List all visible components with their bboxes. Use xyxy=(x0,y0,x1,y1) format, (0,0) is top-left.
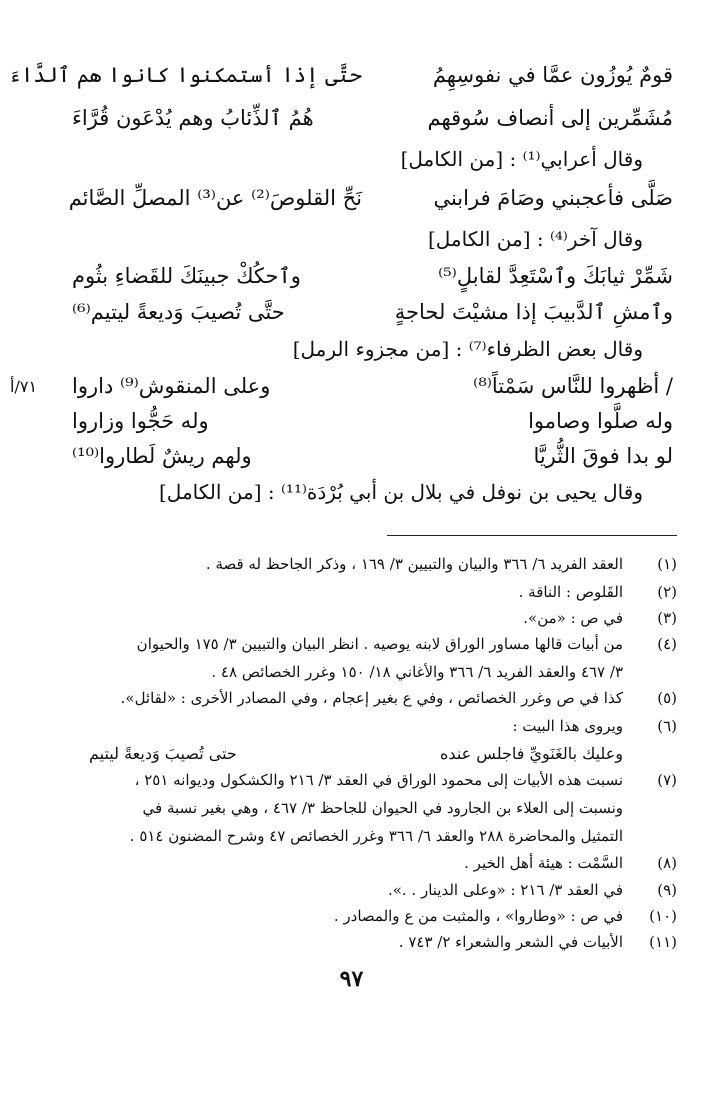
quoted-verse-first: وعليك بالغَنَويِّ فاجلس عنده xyxy=(440,744,623,763)
footnote-line: ويروى هذا البيت : xyxy=(512,717,623,735)
verse-line-4b: وٱحكُكْ جبينَكَ للقَضاءِ بثُوم xyxy=(72,264,301,288)
footnote-number: (٣) xyxy=(657,609,677,627)
footnote-number: (١٠) xyxy=(649,907,677,925)
footnote-6 xyxy=(19,712,677,768)
page-number: ٩٧ xyxy=(339,966,364,992)
footnote-number: (٢) xyxy=(657,583,677,601)
footnote-text: القَلوص : الناقة . xyxy=(518,583,623,601)
verse-line-5b: حتَّى تُصيبَ وَديعةً ليتيم⁽⁶⁾ xyxy=(72,300,285,324)
verse-line-5a: وٱمشِ ٱلدَّبيبَ إذا مشيْتَ لحاجةٍ xyxy=(394,300,673,324)
footnote-line: ٣/ ٤٦٧ والعقد الفريد ٦/ ٣٦٦ والأغاني ١٨/ ١٥٠ وغرر الخصائص ٤٨ . xyxy=(211,663,623,681)
intro-1: وقال أعرابي⁽¹⁾ : [من الكامل] xyxy=(400,147,643,171)
footnote-separator xyxy=(387,535,677,536)
footnote-text xyxy=(19,712,623,768)
footnote-number: (٨) xyxy=(657,854,677,872)
footnote-4 xyxy=(19,630,677,686)
footnote-7 xyxy=(19,766,677,850)
verse-line-2b: هُمُ ٱلذِّئابُ وهم يُدْعَون قُرَّاءَ xyxy=(72,106,314,130)
footnote-text: العقد الفريد ٦/ ٣٦٦ والبيان والتبيين ٣/ ١٦٩ ، وذكر الجاحظ له قصة . xyxy=(205,555,623,573)
intro-3: وقال بعض الظرفاء⁽⁷⁾ : [من مجزوء الرمل] xyxy=(292,337,643,361)
folio-marker: ٧١/أ xyxy=(10,377,38,396)
verse-line-1a: قومٌ يُوزُون عمَّا في نفوسِهِمُ xyxy=(432,63,673,87)
footnote-number: (٥) xyxy=(657,689,677,707)
footnote-text: السَّمْت : هيئة أهل الخير . xyxy=(464,854,623,872)
verse-line-1b: حتَّى إذا أستمكنوا كانوا هم ٱلدَّاءَ xyxy=(8,63,362,87)
footnote-line: التمثيل والمحاضرة ٢٨٨ والعقد ٦/ ٣٦٦ وغرر الخصائص ٤٧ وشرح المضنون ٥١٤ . xyxy=(129,827,623,845)
footnote-number: (٩) xyxy=(657,881,677,899)
footnote-text: كذا في ص وغرر الخصائص ، وفي ع بغير إعجام ، وفي المصادر الأخرى : «لقائل». xyxy=(120,689,623,707)
verse-line-4a: شَمِّرْ ثيابَكَ وٱسْتَعِدَّ لقابلٍ⁽⁵⁾ xyxy=(438,264,673,288)
verse-line-7b: وله حَجُّوا وزاروا xyxy=(72,409,209,433)
quoted-verse-second: حتى تُصيبَ وَديعةً ليتيم xyxy=(89,744,237,763)
footnote-number: (١١) xyxy=(649,933,677,951)
verse-line-6a: / أظهروا للنَّاس سَمْتاً⁽⁸⁾ xyxy=(473,374,673,398)
footnote-text xyxy=(19,630,623,686)
footnote-text: في العقد ٣/ ٢١٦ : «وعلى الدينار . .». xyxy=(387,881,623,899)
footnote-text: الأبيات في الشعر والشعراء ٢/ ٧٤٣ . xyxy=(398,933,623,951)
verse-line-2a: مُشَمِّرين إلى أنصاف سُوقهم xyxy=(427,106,673,130)
verse-line-8a: لو بدا فوقَ الثُّريَّا xyxy=(533,444,673,468)
footnote-text: في ص : «من». xyxy=(523,609,623,627)
intro-4: وقال يحيى بن نوفل في بلال بن أبي بُرْدَة⁽¹¹⁾ : [من الكامل] xyxy=(159,480,643,504)
footnote-quoted-verse xyxy=(19,740,623,768)
footnote-line: ونسبت إلى العلاء بن الجارود في الحيوان للجاحظ ٣/ ٤٦٧ ، وهي بغير نسبة في xyxy=(142,799,623,817)
footnote-number: (٦) xyxy=(657,717,677,735)
footnote-text xyxy=(19,766,623,850)
verse-line-7a: وله صلَّوا وصاموا xyxy=(528,409,673,433)
footnote-number: (٤) xyxy=(657,635,677,653)
footnote-number: (١) xyxy=(657,555,677,573)
footnote-number: (٧) xyxy=(657,771,677,789)
footnote-text: في ص : «وطاروا» ، والمثبت من ع والمصادر . xyxy=(333,907,623,925)
verse-line-3b: نَحِّ القلوصَ⁽²⁾ عن⁽³⁾ المصلِّ الصَّائم xyxy=(68,186,362,210)
verse-line-8b: ولهم ريشٌ لَطاروا⁽¹⁰⁾ xyxy=(72,444,252,468)
verse-line-3a: صَلَّى فأعجبني وصَامَ فرابني xyxy=(433,186,673,210)
verse-line-6b: وعلى المنقوش⁽⁹⁾ داروا xyxy=(72,374,271,398)
footnote-line: من أبيات قالها مساور الوراق لابنه يوصيه . انظر البيان والتبيين ٣/ ١٧٥ والحيوان xyxy=(136,635,623,653)
footnote-line: نسبت هذه الأبيات إلى محمود الوراق في العقد ٣/ ٢١٦ والكشكول وديوانه ٢٥١ ، xyxy=(134,771,623,789)
intro-2: وقال آخر⁽⁴⁾ : [من الكامل] xyxy=(427,227,643,251)
